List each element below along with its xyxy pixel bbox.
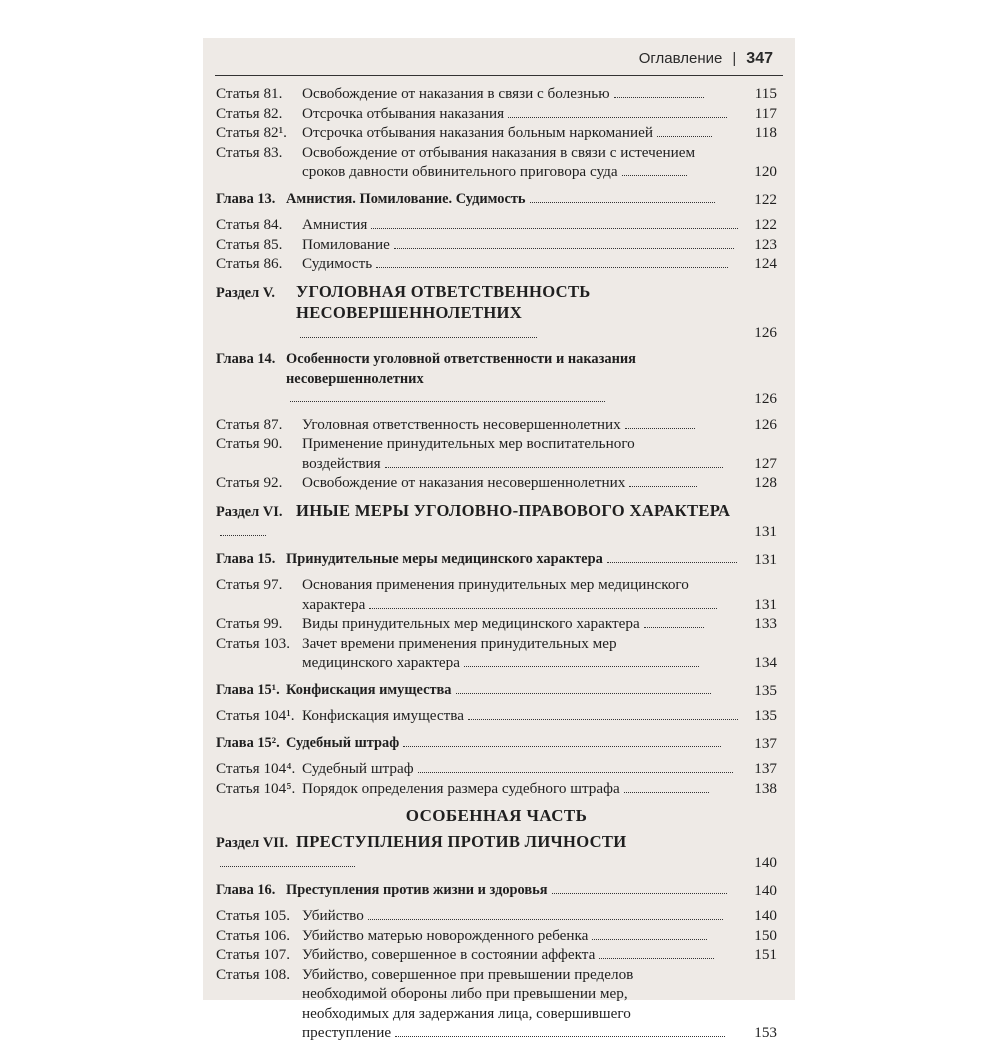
leader-dots	[220, 535, 266, 536]
toc-entry-article	[216, 706, 777, 726]
entry-page: 131	[754, 550, 777, 568]
entry-page: 135	[754, 681, 777, 699]
leader-dots	[418, 772, 733, 773]
toc-entry-chapter	[216, 734, 777, 754]
entry-title-line: несовершеннолетних	[286, 370, 424, 387]
entry-page: 134	[754, 654, 777, 671]
entry-title: Убийство, совершенное в состоянии аффекта	[302, 946, 596, 963]
leader-dots	[508, 117, 727, 118]
entry-title: Порядок определения размера судебного штрафа	[302, 779, 620, 797]
entry-title: Виды принудительных мер медицинского характера	[302, 615, 640, 632]
entry-label: Глава 15¹.	[216, 681, 280, 698]
entry-title: Убийство	[302, 907, 364, 924]
entry-label: Статья 90.	[216, 435, 283, 452]
entry-title: Отсрочка отбывания наказания	[302, 104, 505, 122]
entry-page: 115	[754, 85, 777, 102]
toc-entry-article	[216, 634, 777, 673]
entry-page: 124	[754, 255, 777, 272]
toc-entry-article	[216, 143, 777, 182]
entry-page: 127	[754, 454, 777, 472]
entry-page: 122	[754, 190, 777, 208]
toc-entry-article	[216, 235, 777, 255]
entry-label: Статья 92.	[216, 474, 283, 491]
toc-entry-chapter	[216, 190, 777, 210]
entry-label: Статья 105.	[216, 907, 291, 924]
entry-label: Глава 16.	[216, 881, 276, 898]
entry-page: 137	[754, 734, 777, 752]
entry-label: Раздел VII.	[216, 834, 289, 851]
leader-dots	[614, 97, 704, 98]
entry-title-line: УГОЛОВНАЯ ОТВЕТСТВЕННОСТЬ	[296, 281, 591, 301]
entry-page: 123	[754, 235, 777, 253]
toc-entry-article	[216, 104, 777, 124]
entry-label: Статья 84.	[216, 216, 283, 233]
entry-title: Освобождение от наказания в связи с болезнью	[302, 85, 610, 102]
entry-page: 126	[754, 415, 777, 433]
leader-dots	[385, 467, 723, 468]
entry-page: 131	[754, 523, 777, 540]
entry-page: 126	[754, 390, 777, 407]
entry-title: Конфискация имущества	[302, 707, 464, 724]
page-number: 347	[746, 50, 773, 67]
entry-title-line: Убийство, совершенное при превышении пределов	[302, 965, 634, 983]
toc-entry-article	[216, 926, 777, 946]
entry-page: 137	[754, 760, 777, 777]
entry-title: Амнистия. Помилование. Судимость	[286, 190, 526, 207]
entry-title: Помилование	[302, 235, 390, 253]
entry-label: Раздел V.	[216, 284, 275, 301]
leader-dots	[394, 248, 734, 249]
toc-entry-article	[216, 759, 777, 779]
entry-title: Судимость	[302, 255, 373, 272]
leader-dots	[300, 337, 537, 338]
entry-label: Статья 81.	[216, 85, 283, 102]
entry-page: 131	[754, 595, 777, 613]
entry-title: ПРЕСТУПЛЕНИЯ ПРОТИВ ЛИЧНОСТИ	[296, 831, 627, 851]
entry-page: 128	[754, 474, 777, 491]
entry-title: Отсрочка отбывания наказания больным наркоманией	[302, 124, 654, 141]
entry-label: Статья 82¹.	[216, 124, 287, 141]
toc-entry-section	[216, 282, 777, 343]
leader-dots	[220, 866, 355, 867]
leader-dots	[371, 228, 738, 229]
entry-title-line: преступление	[302, 1024, 392, 1041]
entry-label: Глава 15².	[216, 734, 280, 751]
entry-label: Статья 107.	[216, 946, 291, 963]
entry-label: Статья 99.	[216, 615, 283, 632]
leader-dots	[376, 267, 728, 268]
leader-dots	[644, 627, 704, 628]
entry-title-line: необходимых для задержания лица, совершившего	[302, 1004, 631, 1022]
entry-title-line: необходимой обороны либо при превышении мер,	[302, 985, 628, 1002]
entry-page: 135	[754, 707, 777, 724]
entry-label: Статья 104¹.	[216, 707, 295, 724]
leader-dots	[607, 562, 737, 563]
toc-entry-article	[216, 415, 777, 435]
leader-dots	[290, 401, 605, 402]
header-title: Оглавление	[638, 50, 723, 67]
toc-entry-article	[216, 215, 777, 235]
toc-entry-article	[216, 614, 777, 634]
part-heading: ОСОБЕННАЯ ЧАСТЬ	[405, 806, 588, 825]
entry-label: Глава 13.	[216, 190, 276, 207]
toc-entry-article	[216, 945, 777, 965]
leader-dots	[395, 1036, 725, 1037]
leader-dots	[657, 136, 712, 137]
entry-title: Принудительные меры медицинского характера	[286, 550, 603, 567]
entry-title: Конфискация имущества	[286, 681, 452, 698]
entry-page: 126	[754, 323, 777, 341]
leader-dots	[456, 693, 711, 694]
entry-page: 140	[754, 854, 777, 871]
entry-label: Статья 97.	[216, 576, 283, 593]
toc-entry-article	[216, 254, 777, 274]
book-page	[203, 38, 795, 1041]
entry-label: Статья 104⁵.	[216, 779, 296, 797]
toc-entry-section	[216, 832, 777, 873]
toc-entry-chapter	[216, 350, 777, 409]
entry-label: Статья 85.	[216, 235, 283, 253]
leader-dots	[624, 792, 709, 793]
leader-dots	[625, 428, 695, 429]
leader-dots	[468, 719, 738, 720]
entry-title: ИНЫЕ МЕРЫ УГОЛОВНО-ПРАВОВОГО ХАРАКТЕРА	[296, 500, 731, 520]
entry-label: Статья 82.	[216, 104, 283, 122]
header-separator: |	[732, 50, 737, 67]
toc-entry-article	[216, 965, 777, 1043]
entry-title-line: Основания применения принудительных мер медицинского	[302, 576, 689, 593]
entry-label: Раздел VI.	[216, 503, 283, 520]
table-of-contents	[216, 84, 777, 1043]
entry-title: Амнистия	[302, 216, 368, 233]
entry-label: Статья 103.	[216, 634, 291, 652]
leader-dots	[552, 893, 727, 894]
leader-dots	[369, 608, 717, 609]
entry-label: Статья 106.	[216, 926, 291, 944]
entry-title-line: НЕСОВЕРШЕННОЛЕТНИХ	[296, 303, 523, 322]
leader-dots	[622, 175, 687, 176]
entry-label: Глава 14.	[216, 351, 276, 367]
toc-entry-article	[216, 575, 777, 614]
entry-page: 133	[754, 615, 777, 632]
leader-dots	[530, 202, 715, 203]
entry-label: Статья 104⁴.	[216, 760, 296, 777]
leader-dots	[403, 746, 721, 747]
entry-label: Статья 86.	[216, 255, 283, 272]
leader-dots	[629, 486, 697, 487]
leader-dots	[592, 939, 707, 940]
entry-page: 117	[754, 104, 777, 122]
toc-entry-article	[216, 906, 777, 926]
entry-label: Статья 87.	[216, 415, 283, 433]
header-rule	[215, 75, 783, 76]
toc-entry-article	[216, 779, 777, 799]
entry-title: Уголовная ответственность несовершеннолетних	[302, 415, 621, 433]
entry-page: 153	[754, 1024, 777, 1041]
toc-entry-article	[216, 84, 777, 104]
leader-dots	[464, 666, 699, 667]
entry-label: Статья 83.	[216, 143, 283, 161]
entry-page: 118	[754, 124, 777, 141]
entry-title: Преступления против жизни и здоровья	[286, 881, 548, 898]
entry-page: 140	[754, 881, 777, 899]
toc-entry-chapter	[216, 681, 777, 701]
leader-dots	[599, 958, 714, 959]
entry-title: Убийство матерью новорожденного ребенка	[302, 926, 589, 944]
entry-title-line: Освобождение от отбывания наказания в связи с истечением	[302, 143, 696, 161]
entry-title: Судебный штраф	[302, 760, 414, 777]
entry-page: 120	[754, 163, 777, 180]
entry-label: Глава 15.	[216, 550, 276, 567]
entry-page: 122	[754, 216, 777, 233]
entry-title-line: сроков давности обвинительного приговора суда	[302, 163, 618, 180]
running-header	[639, 50, 773, 68]
toc-entry-article	[216, 434, 777, 473]
entry-page: 151	[754, 946, 777, 963]
toc-entry-article	[216, 123, 777, 143]
entry-title-line: Особенности уголовной ответственности и наказания	[286, 351, 636, 367]
toc-entry-section	[216, 501, 777, 542]
entry-title-line: характера	[302, 595, 366, 613]
entry-title-line: Зачет времени применения принудительных мер	[302, 634, 617, 652]
entry-page: 150	[754, 926, 777, 944]
entry-title: Судебный штраф	[286, 734, 400, 751]
entry-title-line: Применение принудительных мер воспитательного	[302, 435, 635, 452]
toc-entry-chapter	[216, 550, 777, 570]
toc-entry-chapter	[216, 881, 777, 901]
entry-page: 140	[754, 907, 777, 924]
entry-title-line: медицинского характера	[302, 654, 460, 671]
leader-dots	[368, 919, 723, 920]
toc-entry-article	[216, 473, 777, 493]
entry-label: Статья 108.	[216, 965, 291, 983]
entry-page: 138	[754, 779, 777, 797]
entry-title-line: воздействия	[302, 454, 381, 472]
entry-title: Освобождение от наказания несовершеннолетних	[302, 474, 626, 491]
